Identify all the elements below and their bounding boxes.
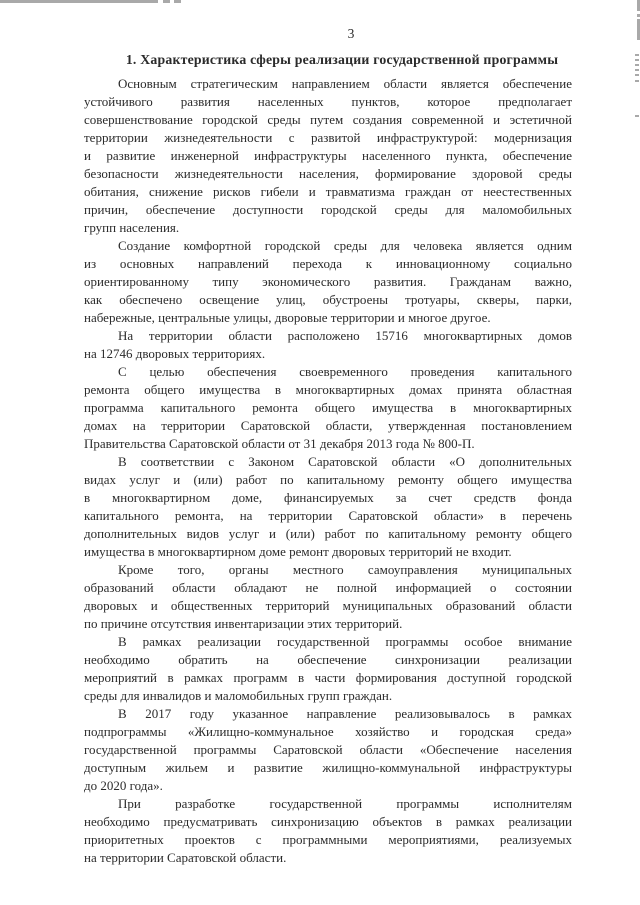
page-number: 3	[347, 26, 355, 41]
text-line: и развитие инженерной инфраструктуры населенного пункта, обеспечение	[84, 148, 572, 163]
paragraph	[84, 75, 572, 237]
text-line: образований области обладают не полной информацией о состоянии	[84, 580, 572, 595]
body-text	[84, 75, 572, 867]
text-line: по причине отсутствия инвентаризации этих территорий.	[84, 616, 403, 631]
text-line: среды для инвалидов и маломобильных групп граждан.	[84, 688, 393, 703]
scan-artifact-top-dash	[163, 0, 170, 3]
text-line: Кроме того, органы местного самоуправления муниципальных	[118, 562, 572, 577]
scan-artifact-edge-mark	[635, 59, 639, 61]
text-line: В рамках реализации государственной программы особое внимание	[118, 634, 572, 649]
paragraph	[84, 237, 572, 327]
text-line: на территории Саратовской области.	[84, 850, 287, 865]
scan-artifact-edge-mark	[635, 74, 639, 76]
text-line: территории жизнедеятельности с развитой инфраструктурой: модернизация	[84, 130, 572, 145]
text-line: дворовых и общественных территорий муниципальных образований области	[84, 598, 572, 613]
text-line: видах услуг и (или) работ по капитальному ремонту общего имущества	[84, 472, 572, 487]
text-line: набережные, центральные улицы, дворовые территории и многое другое.	[84, 310, 491, 325]
text-line: Создание комфортной городской среды для человека является одним	[118, 238, 572, 253]
text-line: устойчивого развития населенных пунктов, которое предполагает	[84, 94, 572, 109]
paragraph	[84, 327, 572, 363]
text-line: приоритетных проектов с программными мероприятиями, реализуемых	[84, 832, 572, 847]
text-line: На территории области расположено 15716 многоквартирных домов	[118, 328, 572, 343]
text-line: программа капитального ремонта общего имущества в многоквартирных	[84, 400, 572, 415]
scan-artifact-edge-mark	[635, 115, 639, 117]
paragraph	[84, 705, 572, 795]
text-line: совершенствование городской среды путем создания современной и эстетичной	[84, 112, 572, 127]
text-line: в многоквартирном доме, финансируемых за счет средств фонда	[84, 490, 572, 505]
text-line: необходимо предусматривать синхронизацию объектов в рамках реализации	[84, 814, 572, 829]
paragraph	[84, 363, 572, 453]
text-line: как обеспечено освещение улиц, обустроены тротуары, скверы, парки,	[84, 292, 572, 307]
text-line: подпрограммы «Жилищно-коммунальное хозяйство и городская среда»	[84, 724, 572, 739]
text-line: из основных направлений перехода к инновационному социально	[84, 256, 572, 271]
scan-artifact-top-line	[0, 0, 158, 3]
text-line: групп населения.	[84, 220, 180, 235]
text-line: Правительства Саратовской области от 31 декабря 2013 года № 800-П.	[84, 436, 475, 451]
text-line: причин, обеспечение доступности городской среды для маломобильных	[84, 202, 572, 217]
scan-artifact-edge-mark	[635, 69, 639, 71]
paragraph	[84, 561, 572, 633]
text-line: дополнительных видов услуг и (или) работ по капитальному ремонту общего	[84, 526, 572, 541]
text-line: При разработке государственной программы исполнителям	[118, 796, 572, 811]
text-line: ремонта общего имущества в многоквартирных домах принята областная	[84, 382, 572, 397]
text-line: государственной программы Саратовской области «Обеспечение населения	[84, 742, 572, 757]
text-line: имущества в многоквартирном доме ремонт дворовых территорий не входит.	[84, 544, 512, 559]
section-heading: 1. Характеристика сферы реализации государственной программы	[125, 52, 559, 67]
text-line: мероприятий в рамках программ в части формирования доступной городской	[84, 670, 572, 685]
text-line: обитания, снижение рисков гибели и травматизма граждан от неестественных	[84, 184, 572, 199]
text-line: на 12746 дворовых территориях.	[84, 346, 266, 361]
text-line: безопасности жизнедеятельности населения, формирование здоровой среды	[84, 166, 572, 181]
scan-artifact-edge-mark	[635, 64, 639, 66]
text-line: ориентированному типу экономического развития. Гражданам важно,	[84, 274, 572, 289]
paragraph	[84, 633, 572, 705]
text-line: капитального ремонта, на территории Саратовской области» в перечень	[84, 508, 572, 523]
text-line: домах на территории Саратовской области, утвержденная постановлением	[84, 418, 572, 433]
paragraph	[84, 453, 572, 561]
text-line: доступным жильем и развитие жилищно-коммунальной инфраструктуры	[84, 760, 572, 775]
text-line: до 2020 года».	[84, 778, 163, 793]
scan-artifact-edge-mark	[635, 54, 639, 56]
text-line: С целью обеспечения своевременного проведения капитального	[118, 364, 572, 379]
scan-artifact-edge-mark	[635, 80, 639, 82]
scan-artifact-top-dash	[174, 0, 181, 3]
text-line: Основным стратегическим направлением области является обеспечение	[118, 76, 572, 91]
text-line: В 2017 году указанное направление реализовывалось в рамках	[118, 706, 572, 721]
text-line: В соответствии с Законом Саратовской области «О дополнительных	[118, 454, 572, 469]
text-line: необходимо обратить на обеспечение синхронизации реализации	[84, 652, 572, 667]
paragraph	[84, 795, 572, 867]
